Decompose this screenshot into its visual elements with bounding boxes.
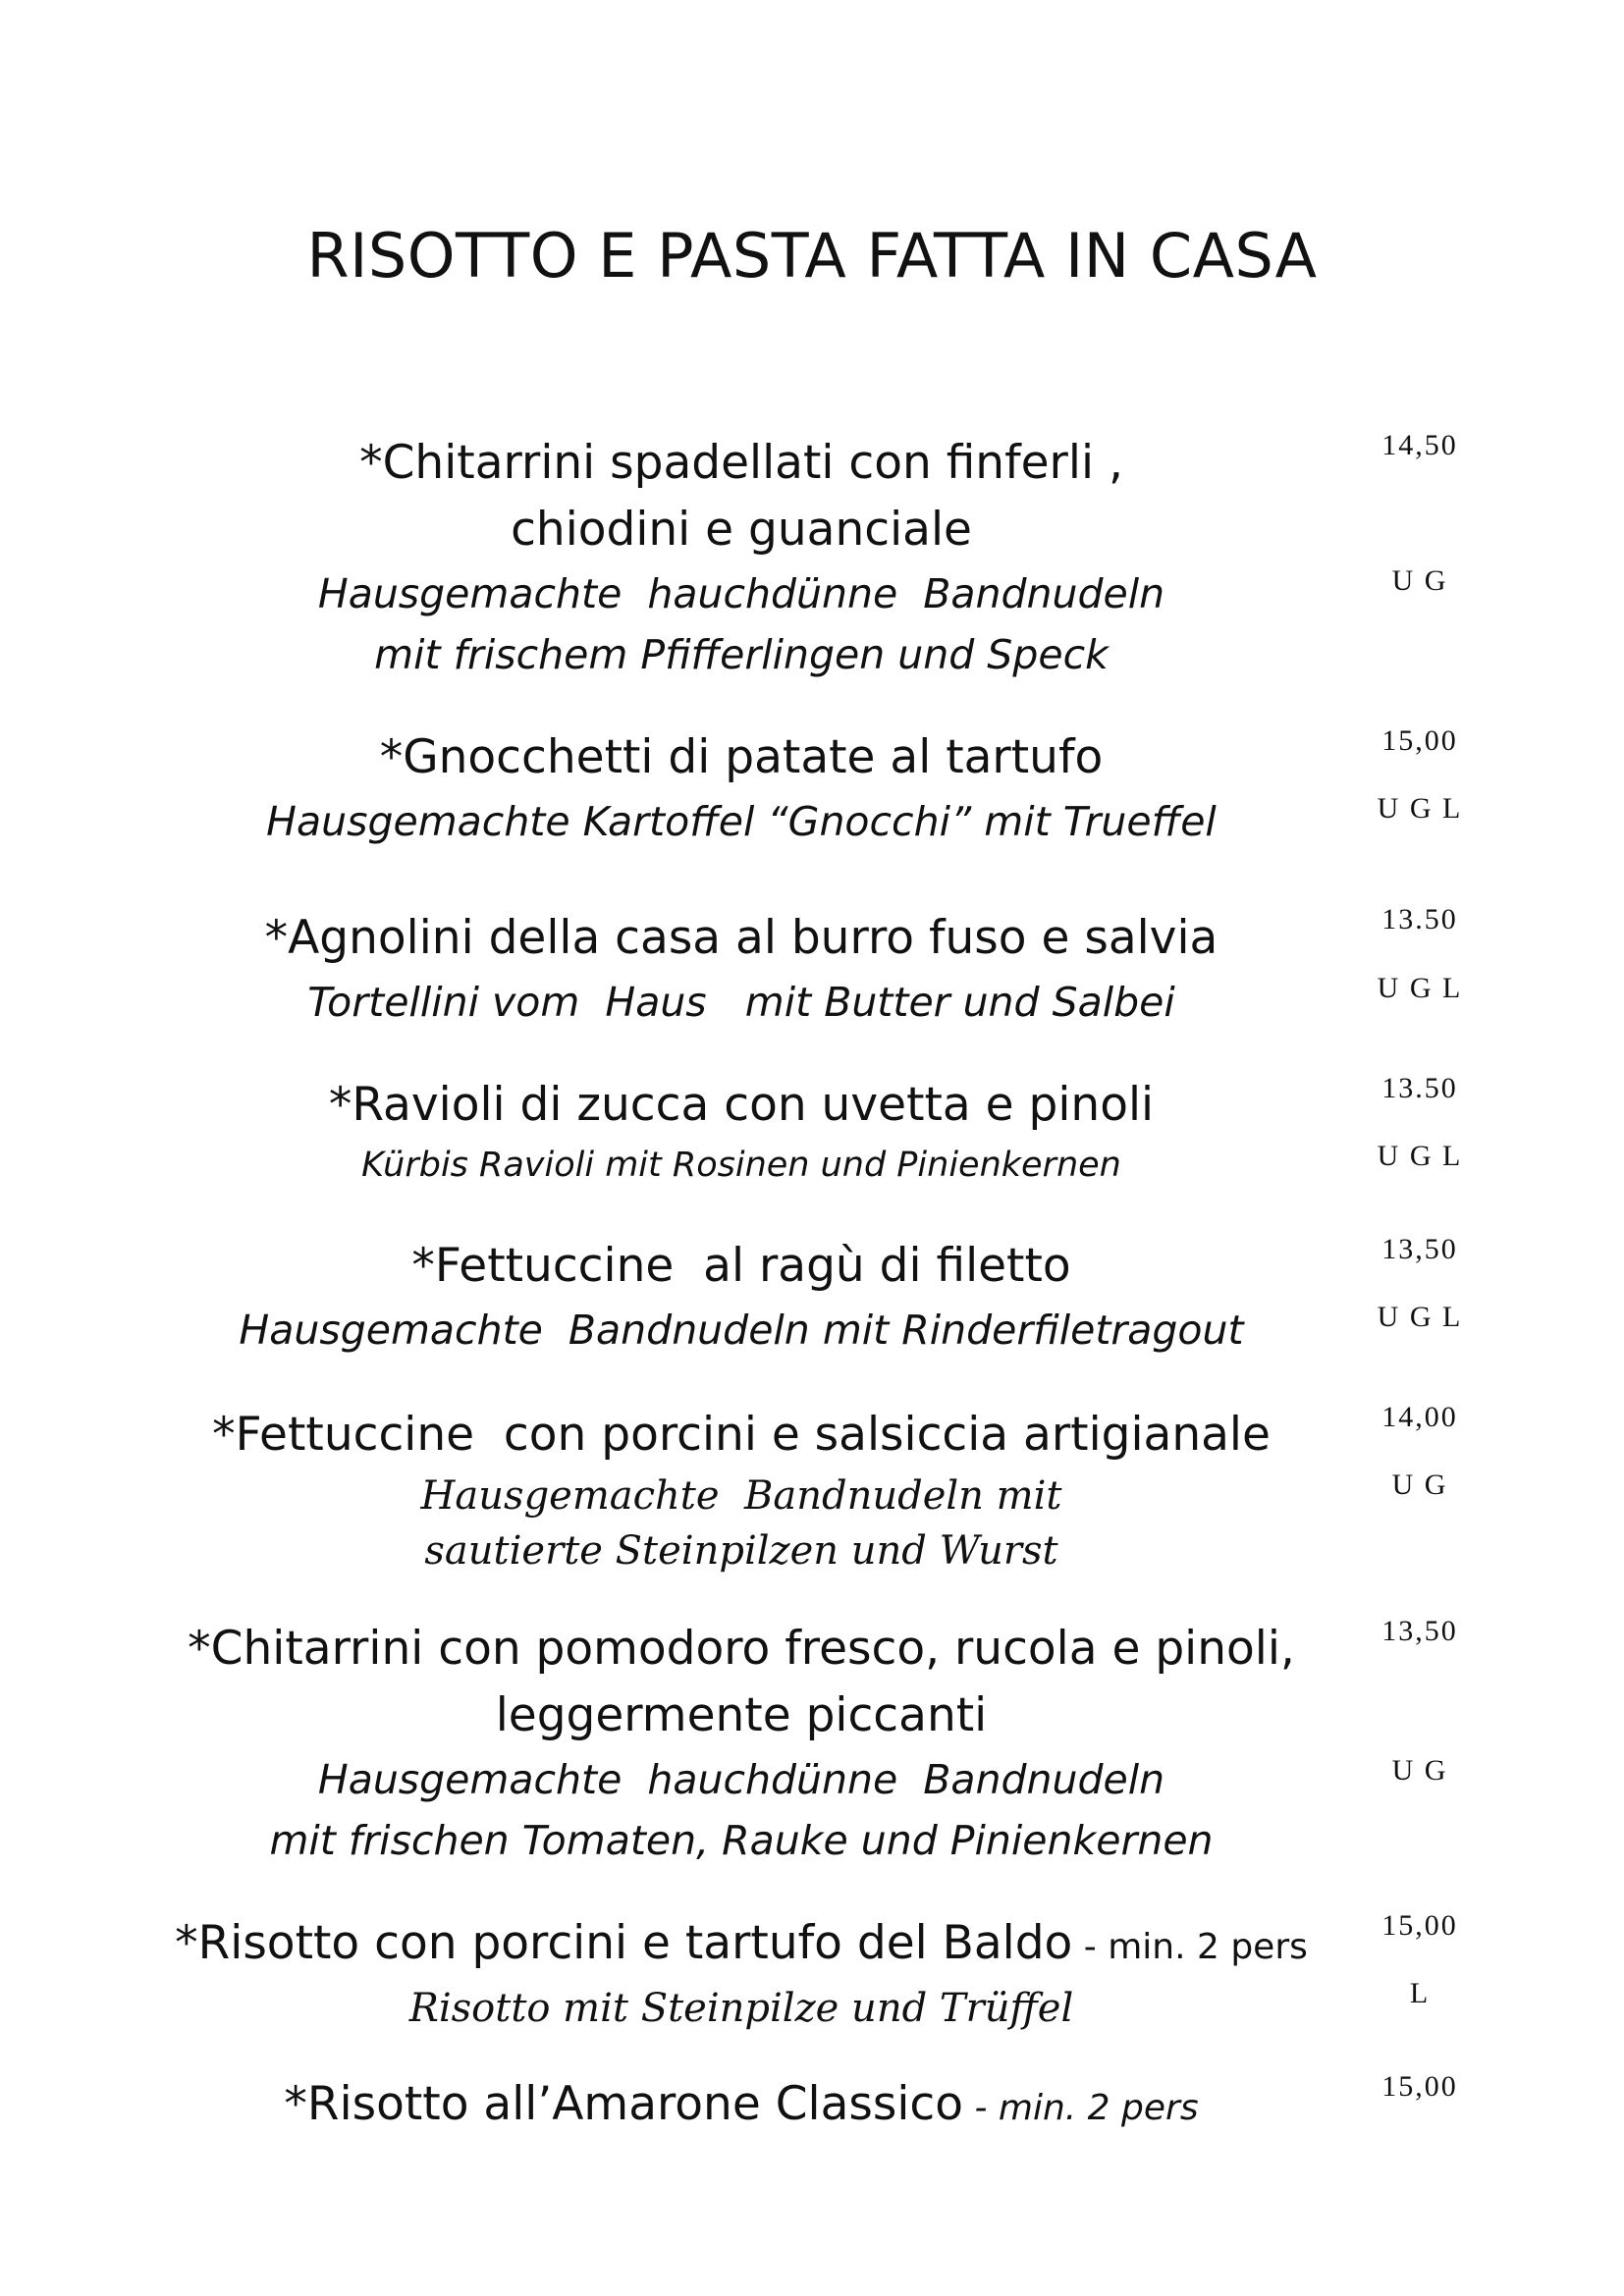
dish-description: Hausgemachte Kartoffel “Gnocchi” mit Trueffel [266,798,1217,845]
dish-price: 15,00 [1381,1909,1458,1942]
allergen-codes: U G [1391,564,1448,597]
menu-item [108,1233,1375,1361]
min-persons-note: - min. 2 pers [1072,1927,1308,1967]
dish-name: *Chitarrini con pomodoro fresco, rucola e pinoli, leggermente piccanti [188,1622,1295,1742]
menu-item [108,2071,1375,2142]
dish-name [108,1910,1375,1981]
dish-price: 14,50 [1381,429,1458,461]
dish-name: *Gnocchetti di patate al tartufo [379,730,1104,784]
allergen-codes: L [1409,1977,1431,2009]
dish-price: 13,50 [1381,1615,1458,1647]
dish-description: Hausgemachte hauchdünne Bandnudeln mit frischem Pfifferlingen und Speck [317,570,1165,678]
dish-price: 13.50 [1381,903,1458,935]
dish-price: 14,00 [1381,1401,1458,1433]
menu-item [108,905,1375,1033]
dish-price: 15,00 [1381,724,1458,757]
allergen-codes: U G [1391,1468,1448,1501]
dish-name: *Chitarrini spadellati con finferli , chiodini e guanciale [359,436,1123,557]
allergen-codes: U G L [1377,972,1463,1004]
menu-item [108,430,1375,685]
dish-name: *Fettuccine con porcini e salsiccia artigianale [212,1408,1271,1462]
allergen-codes: U G L [1377,1301,1463,1333]
menu-item [108,1910,1375,2036]
menu-item [108,1402,1375,1578]
allergen-codes: U G L [1377,792,1463,825]
menu-item [108,724,1375,852]
dish-description: Risotto mit Steinpilze und Trüffel [408,1986,1074,2031]
menu-item [108,1616,1375,1871]
dish-description: Kürbis Ravioli mit Rosinen und Pinienkernen [361,1146,1121,1185]
menu-item [108,1072,1375,1193]
dish-description: Hausgemachte hauchdünne Bandnudeln mit frischen Tomaten, Rauke und Pinienkernen [269,1756,1214,1864]
dish-name-main: *Risotto con porcini e tartufo del Baldo [175,1916,1073,1970]
dish-name [108,2071,1375,2142]
allergen-codes: U G L [1377,1140,1463,1172]
dish-description: Tortellini vom Haus mit Butter und Salbei [307,979,1175,1026]
dish-price: 15,00 [1381,2070,1458,2103]
dish-description: Hausgemachte Bandnudeln mit sautierte Steinpilzen und Wurst [420,1473,1062,1574]
dish-price: 13.50 [1381,1072,1458,1104]
dish-description: Hausgemachte Bandnudeln mit Rinderfiletragout [239,1307,1244,1354]
dish-name: *Agnolini della casa al burro fuso e salvia [264,911,1218,965]
allergen-codes: U G [1391,1754,1448,1787]
min-persons-note: - min. 2 pers [963,2088,1199,2128]
page-title: RISOTTO E PASTA FATTA IN CASA [306,220,1318,292]
dish-name: *Fettuccine al ragù di filetto [411,1239,1071,1293]
dish-price: 13,50 [1381,1233,1458,1265]
dish-name-main: *Risotto all’Amarone Classico [284,2077,964,2131]
dish-name: *Ravioli di zucca con uvetta e pinoli [328,1078,1155,1132]
